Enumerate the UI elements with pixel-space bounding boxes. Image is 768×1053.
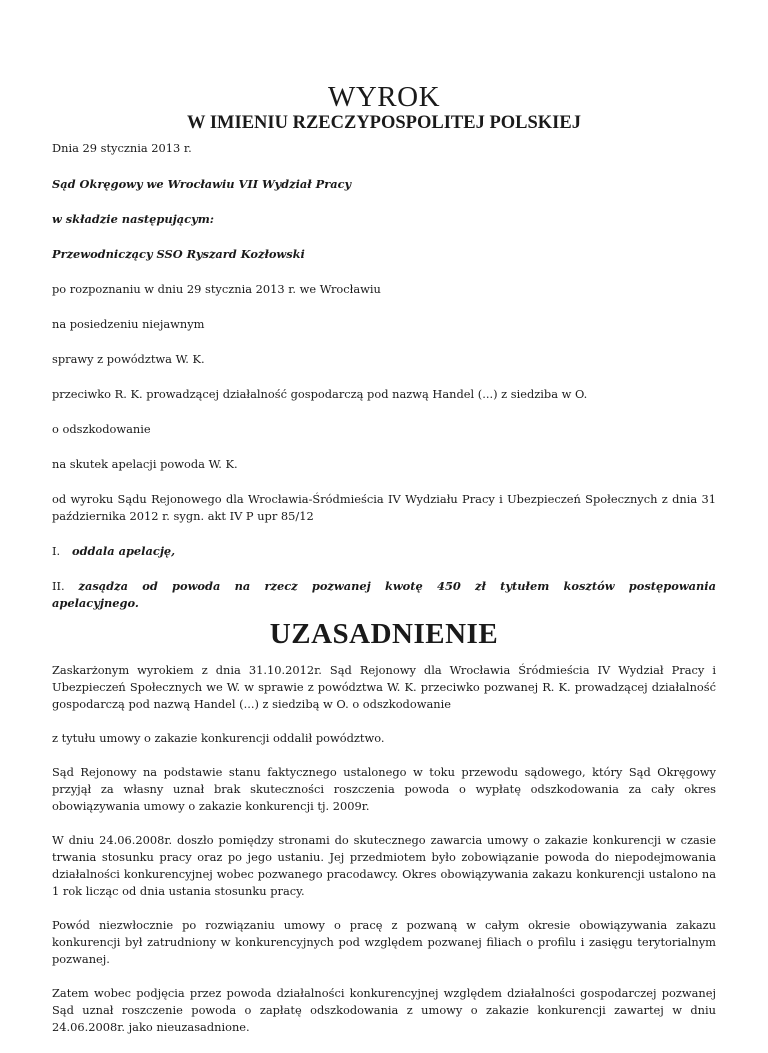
date-line: Dnia 29 stycznia 2013 r. <box>52 141 192 155</box>
document-body <box>52 140 716 1053</box>
plaintiff-line: sprawy z powództwa W. K. <box>52 352 205 366</box>
justification-heading: UZASADNIENIE <box>269 618 499 650</box>
session-line: na posiedzeniu niejawnym <box>52 317 205 331</box>
ruling-number: I. <box>52 544 61 558</box>
justification-paragraph: Powód niezwłocznie po rozwiązaniu umowy o pracę z pozwaną w całym okresie obowiązywania zakazu konkurencji był zatrudniony w konkurencyjnych pod względem pozwanej filiach o profilu i zasięgu terytorialnym pozwanej. <box>52 918 716 966</box>
ruling-item-2 <box>52 578 716 612</box>
ruling-item-1 <box>52 543 716 560</box>
document-title: WYROK <box>327 81 441 113</box>
hearing-line: po rozpoznaniu w dniu 29 stycznia 2013 r. we Wrocławiu <box>52 282 381 296</box>
justification-paragraph: Zaskarżonym wyrokiem z dnia 31.10.2012r. Sąd Rejonowy dla Wrocławia Śródmieścia IV Wydział Pracy i Ubezpieczeń Społecznych we W. w sprawie z powództwa W. K. przeciwko pozwanej R. K. prowadzącej działalność gospodarczą pod nazwą Handel (...) z siedzibą w O. o odszkodowanie <box>52 663 716 711</box>
defendant-line: przeciwko R. K. prowadzącej działalność gospodarczą pod nazwą Handel (...) z siedziba w O. <box>52 387 588 401</box>
ruling-text: zasądza od powoda na rzecz pozwanej kwotę 450 zł tytułem kosztów postępowania apelacyjnego. <box>52 579 716 610</box>
justification-paragraph: W dniu 24.06.2008r. doszło pomiędzy stronami do skutecznego zawarcia umowy o zakazie konkurencji w czasie trwania stosunku pracy oraz po jego ustaniu. Jej przedmiotem było zobowiązanie powoda do niepodejmowania działalności konkurencyjnej wobec pozwanego pracodawcy. Okres obowiązywania zakazu konkurencji ustalono na 1 rok licząc od dnia ustania stosunku pracy. <box>52 833 716 898</box>
justification-paragraph: z tytułu umowy o zakazie konkurencji oddalił powództwo. <box>52 731 385 745</box>
document-subtitle: W IMIENIU RZECZYPOSPOLITEJ POLSKIEJ <box>187 113 581 133</box>
court-name: Sąd Okręgowy we Wrocławiu VII Wydział Pracy <box>52 177 352 191</box>
lower-court-line: od wyroku Sądu Rejonowego dla Wrocławia-Śródmieścia IV Wydziału Pracy i Ubezpieczeń Społecznych z dnia 31 października 2012 r. sygn. akt IV P upr 85/12 <box>52 492 716 523</box>
chair-line: Przewodniczący SSO Ryszard Kozłowski <box>52 247 305 261</box>
composition-line: w składzie następującym: <box>52 212 214 226</box>
ruling-number: II. <box>52 579 65 593</box>
subject-line: o odszkodowanie <box>52 422 151 436</box>
ruling-text: oddala apelację, <box>72 544 176 558</box>
appeal-line: na skutek apelacji powoda W. K. <box>52 457 238 471</box>
justification-paragraph: Sąd Rejonowy na podstawie stanu faktycznego ustalonego w toku przewodu sądowego, który Sąd Okręgowy przyjął za własny uznał brak skuteczności roszczenia powoda o wypłatę odszkodowania za cały okres obowiązywania umowy o zakazie konkurencji tj. 2009r. <box>52 765 716 813</box>
justification-paragraph: Zatem wobec podjęcia przez powoda działalności konkurencyjnej względem działalności gospodarczej pozwanej Sąd uznał roszczenie powoda o zapłatę odszkodowania z umowy o zakazie konkurencji zawartej w dniu 24.06.2008r. jako nieuzasadnione. <box>52 986 716 1034</box>
